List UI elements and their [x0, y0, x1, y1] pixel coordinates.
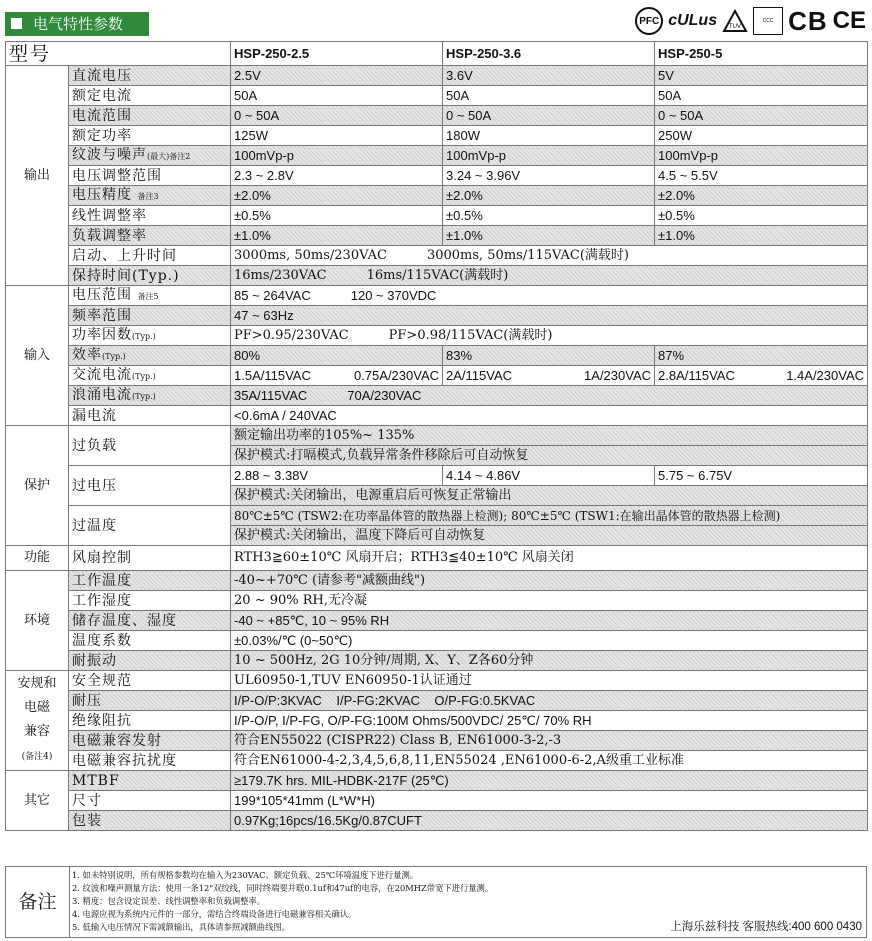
cell: ±0.5%	[655, 206, 868, 226]
spec-row	[6, 546, 868, 571]
top-bar	[0, 0, 872, 40]
cell: 100mVp-p	[231, 146, 443, 166]
note-item: 3. 精度：包含设定误差、线性调整率和负载调整率。	[72, 896, 266, 906]
spec-row	[6, 186, 868, 206]
cell: 35A/115VAC 70A/230VAC	[231, 386, 868, 406]
group-protection: 保护	[6, 426, 69, 546]
row-label: 效率(Typ.)	[69, 346, 231, 366]
cell: 保护模式:打嗝模式,负载异常条件移除后可自动恢复	[231, 446, 868, 466]
spec-row	[6, 386, 868, 406]
row-label: 电流范围	[69, 106, 231, 126]
cell: 符合EN61000-4-2,3,4,5,6,8,11,EN55024 ,EN61000-6-2,A级重工业标准	[231, 751, 868, 771]
note-item: 2. 纹波和噪声测量方法：使用一条12"双绞线，同时终端要并联0.1uf和47uf的电容，在20MHZ带宽下进行量测。	[72, 883, 494, 893]
row-label: 过温度	[69, 506, 231, 546]
cell: 50A	[655, 86, 868, 106]
spec-row	[6, 106, 868, 126]
note-item: 5. 低输入电压情况下需减额输出，具体请参照减额曲线图。	[72, 922, 290, 932]
model-label: 型号	[6, 42, 231, 66]
cell: ±1.0%	[443, 226, 655, 246]
cb-logo-icon: CB	[788, 5, 828, 36]
cell: 10 ~ 500Hz, 2G 10分钟/周期, X、Y、Z各60分钟	[231, 651, 868, 671]
row-label: 漏电流	[69, 406, 231, 426]
group-function: 功能	[6, 546, 69, 571]
spec-row	[6, 126, 868, 146]
cell: 4.5 ~ 5.5V	[655, 166, 868, 186]
spec-row	[6, 506, 868, 526]
cell: 50A	[443, 86, 655, 106]
cell: ±0.5%	[231, 206, 443, 226]
cell: 2.3 ~ 2.8V	[231, 166, 443, 186]
cell: 2A/115VAC 1A/230VAC	[443, 366, 655, 386]
note-item: 1. 如未特别说明，所有规格参数均在输入为230VAC、额定负载、25℃环境温度下进行量测。	[72, 870, 419, 880]
spec-row	[6, 811, 868, 831]
cell: 4.14 ~ 4.86V	[443, 466, 655, 486]
spec-row	[6, 146, 868, 166]
spec-row	[6, 366, 868, 386]
spec-row	[6, 731, 868, 751]
spec-row	[6, 671, 868, 691]
note-item: 4. 电源应视为系统内元件的一部分，需结合终端设备进行电磁兼容相关确认。	[72, 909, 357, 919]
row-label: 浪涌电流(Typ.)	[69, 386, 231, 406]
row-label: 储存温度、湿度	[69, 611, 231, 631]
row-label: 绝缘阻抗	[69, 711, 231, 731]
cell: 3.24 ~ 3.96V	[443, 166, 655, 186]
contact-line: 上海乐兹科技 客服热线:400 600 0430	[670, 921, 862, 933]
model-name: HSP-250-2.5	[231, 42, 443, 66]
cell: ±1.0%	[231, 226, 443, 246]
row-label: 温度系数	[69, 631, 231, 651]
cell: 符合EN55022 (CISPR22) Class B, EN61000-3-2,-3	[231, 731, 868, 751]
section-header	[5, 12, 149, 36]
cell: 180W	[443, 126, 655, 146]
cell: I/P-O/P:3KVAC I/P-FG:2KVAC O/P-FG:0.5KVAC	[231, 691, 868, 711]
row-label: 工作温度	[69, 571, 231, 591]
row-label: 工作湿度	[69, 591, 231, 611]
spec-row	[6, 266, 868, 286]
row-label: 直流电压	[69, 66, 231, 86]
row-label: 电磁兼容抗扰度	[69, 751, 231, 771]
cell: ±1.0%	[655, 226, 868, 246]
spec-row	[6, 326, 868, 346]
cul-us-logo-icon: cULus	[668, 12, 718, 29]
notes-section	[5, 866, 867, 938]
cell: 2.88 ~ 3.38V	[231, 466, 443, 486]
row-label: 电压调整范围	[69, 166, 231, 186]
spec-row	[6, 751, 868, 771]
cell: 50A	[231, 86, 443, 106]
cell: 87%	[655, 346, 868, 366]
model-row	[6, 42, 868, 66]
spec-row	[6, 631, 868, 651]
cell: 2.5V	[231, 66, 443, 86]
row-label: 过负载	[69, 426, 231, 466]
spec-row	[6, 406, 868, 426]
ce-logo-icon: CE	[832, 7, 866, 34]
cell: 0.97Kg;16pcs/16.5Kg/0.87CUFT	[231, 811, 868, 831]
cell: 0 ~ 50A	[231, 106, 443, 126]
cell: ±0.5%	[443, 206, 655, 226]
spec-row	[6, 771, 868, 791]
cell: 100mVp-p	[443, 146, 655, 166]
cell: 16ms/230VAC 16ms/115VAC(满载时)	[231, 266, 868, 286]
cell: 2.8A/115VAC 1.4A/230VAC	[655, 366, 868, 386]
row-label: 保持时间(Typ.)	[69, 266, 231, 286]
cell: ±2.0%	[655, 186, 868, 206]
cell: PF>0.95/230VAC PF>0.98/115VAC(满载时)	[231, 326, 868, 346]
spec-row	[6, 691, 868, 711]
cell: -40 ~ +85℃, 10 ~ 95% RH	[231, 611, 868, 631]
ccc-logo-icon: CCC	[753, 7, 783, 35]
spec-row	[6, 711, 868, 731]
row-label: 额定电流	[69, 86, 231, 106]
cell: 0 ~ 50A	[443, 106, 655, 126]
group-environment: 环境	[6, 571, 69, 671]
spec-row	[6, 226, 868, 246]
row-label: 交流电流(Typ.)	[69, 366, 231, 386]
section-title: 电气特性参数	[33, 15, 124, 33]
cell: 3.6V	[443, 66, 655, 86]
cell: 1.5A/115VAC 0.75A/230VAC	[231, 366, 443, 386]
cell: 0 ~ 50A	[655, 106, 868, 126]
spec-row	[6, 286, 868, 306]
group-safety-emc: 安规和 电磁 兼容 (备注4)	[6, 671, 69, 771]
cell: UL60950-1,TUV EN60950-1认证通过	[231, 671, 868, 691]
row-label: 尺寸	[69, 791, 231, 811]
model-name: HSP-250-3.6	[443, 42, 655, 66]
row-label: 风扇控制	[69, 546, 231, 571]
cell: 保护模式:关闭输出，温度下降后可自动恢复	[231, 526, 868, 546]
cell: 3000ms, 50ms/230VAC 3000ms, 50ms/115VAC(满载时)	[231, 246, 868, 266]
certification-logos	[635, 4, 866, 38]
spec-row	[6, 346, 868, 366]
row-label: 频率范围	[69, 306, 231, 326]
model-name: HSP-250-5	[655, 42, 868, 66]
spec-row	[6, 206, 868, 226]
spec-row	[6, 246, 868, 266]
cell: 5.75 ~ 6.75V	[655, 466, 868, 486]
cell: ±0.03%/℃ (0~50℃)	[231, 631, 868, 651]
cell: <0.6mA / 240VAC	[231, 406, 868, 426]
spec-row	[6, 306, 868, 326]
pfc-logo-icon: PFC	[635, 7, 663, 35]
row-label: 安全规范	[69, 671, 231, 691]
spec-row	[6, 426, 868, 446]
cell: 80%	[231, 346, 443, 366]
spec-row	[6, 591, 868, 611]
spec-row	[6, 791, 868, 811]
cell: ±2.0%	[231, 186, 443, 206]
group-input: 输入	[6, 286, 69, 426]
row-label: 过电压	[69, 466, 231, 506]
row-label: 电压精度 备注3	[69, 186, 231, 206]
cell: -40~+70℃ (请参考"减额曲线")	[231, 571, 868, 591]
row-label: 启动、上升时间	[69, 246, 231, 266]
row-label: 负载调整率	[69, 226, 231, 246]
row-label: 耐振动	[69, 651, 231, 671]
cell: 85 ~ 264VAC 120 ~ 370VDC	[231, 286, 868, 306]
group-other: 其它	[6, 771, 69, 831]
cell: 80℃±5℃ (TSW2:在功率晶体管的散热器上检测); 80℃±5℃ (TSW1:在输出晶体管的散热器上检测)	[231, 506, 868, 526]
cell: 125W	[231, 126, 443, 146]
row-label: 线性调整率	[69, 206, 231, 226]
cell: I/P-O/P, I/P-FG, O/P-FG:100M Ohms/500VDC/ 25℃/ 70% RH	[231, 711, 868, 731]
spec-table	[5, 41, 868, 831]
notes-list	[72, 869, 493, 934]
cell: 额定输出功率的105%~ 135%	[231, 426, 868, 446]
spec-row	[6, 466, 868, 486]
cell: 83%	[443, 346, 655, 366]
cell: 5V	[655, 66, 868, 86]
cell: ±2.0%	[443, 186, 655, 206]
svg-text:TUV: TUV	[729, 24, 742, 30]
row-label: 电磁兼容发射	[69, 731, 231, 751]
spec-row	[6, 166, 868, 186]
header-square-icon	[11, 18, 22, 29]
cell: 47 ~ 63Hz	[231, 306, 868, 326]
spec-row	[6, 611, 868, 631]
cell: 199*105*41mm (L*W*H)	[231, 791, 868, 811]
cell: ≥179.7K hrs. MIL-HDBK-217F (25℃)	[231, 771, 868, 791]
tuv-logo-icon	[722, 9, 748, 33]
row-label: 额定功率	[69, 126, 231, 146]
group-output: 输出	[6, 66, 69, 286]
spec-row	[6, 571, 868, 591]
row-label: 耐压	[69, 691, 231, 711]
cell: RTH3≧60±10℃ 风扇开启；RTH3≦40±10℃ 风扇关闭	[231, 546, 868, 571]
cell: 100mVp-p	[655, 146, 868, 166]
spec-row	[6, 651, 868, 671]
spec-row	[6, 86, 868, 106]
cell: 250W	[655, 126, 868, 146]
cell: 20 ~ 90% RH,无冷凝	[231, 591, 868, 611]
row-label: 纹波与噪声(最大)备注2	[69, 146, 231, 166]
row-label: 电压范围 备注5	[69, 286, 231, 306]
cell: 保护模式:关闭输出，电源重启后可恢复正常输出	[231, 486, 868, 506]
row-label: 包装	[69, 811, 231, 831]
row-label: MTBF	[69, 771, 231, 791]
row-label: 功率因数(Typ.)	[69, 326, 231, 346]
spec-row	[6, 66, 868, 86]
group-notes: 备注	[6, 867, 70, 937]
